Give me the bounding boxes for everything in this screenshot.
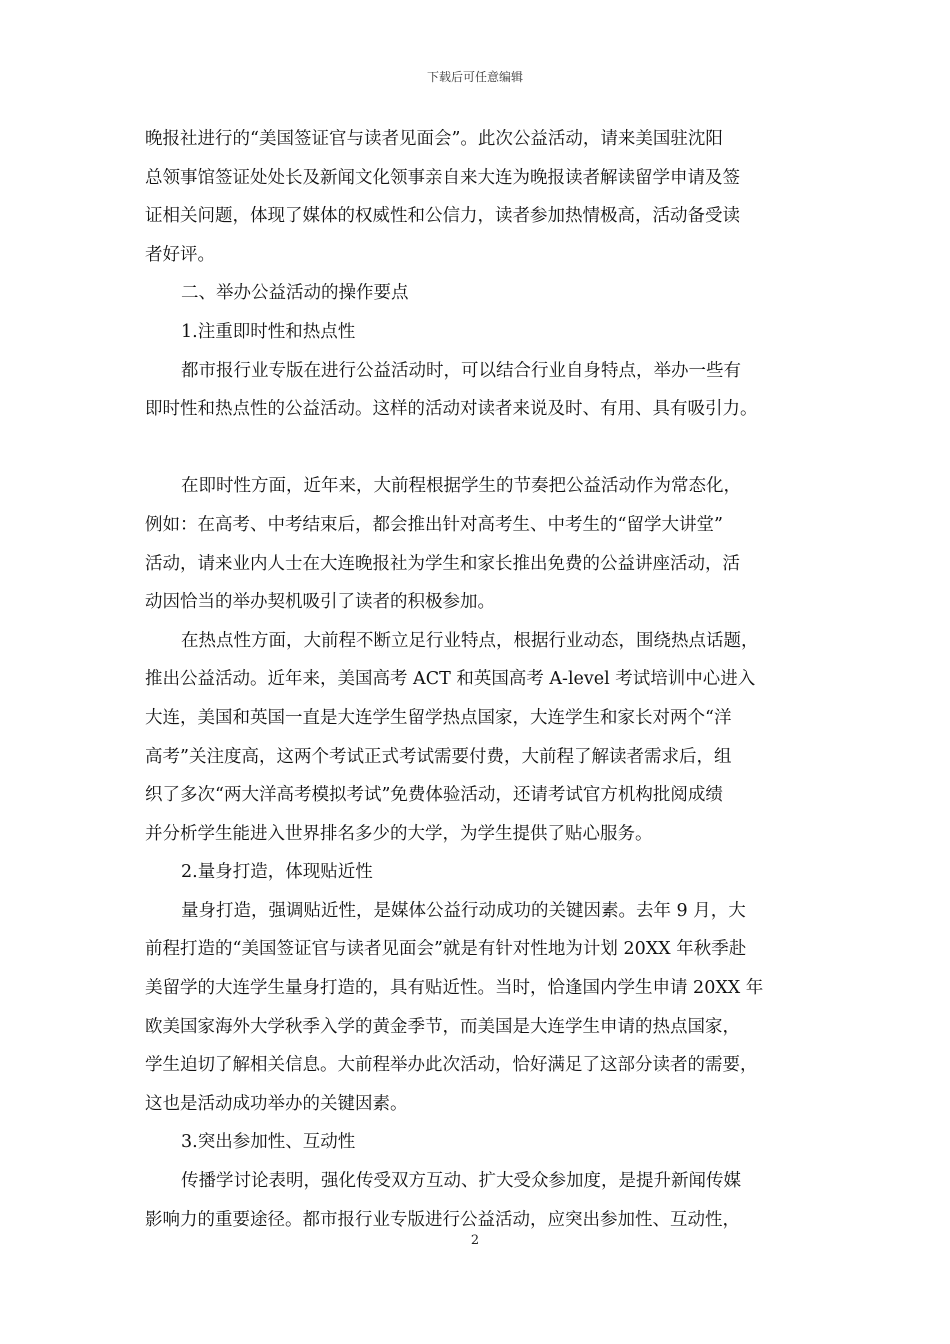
page-number: 2 xyxy=(470,1233,480,1248)
text-line: 例如：在高考、中考结束后，都会推出针对高考生、中考生的“留学大讲堂” xyxy=(145,514,723,535)
text-line: 前程打造的“美国签证官与读者见面会”就是有针对性地为计划 20XX 年秋季赴 xyxy=(145,939,747,960)
text-line: 活动，请来业内人士在大连晚报社为学生和家长推出免费的公益讲座活动，活 xyxy=(145,553,740,574)
text-line: 欧美国家海外大学秋季入学的黄金季节，而美国是大连学生申请的热点国家， xyxy=(145,1016,740,1037)
text-line: 并分析学生能进入世界排名多少的大学，为学生提供了贴心服务。 xyxy=(145,823,653,844)
text-line: 高考”关注度高，这两个考试正式考试需要付费，大前程了解读者需求后，组 xyxy=(145,746,732,767)
text-line: 美留学的大连学生量身打造的，具有贴近性。当时，恰逢国内学生申请 20XX 年 xyxy=(145,978,764,999)
text-line: 在热点性方面，大前程不断立足行业特点，根据行业动态，围绕热点话题， xyxy=(181,630,759,651)
text-line: 证相关问题，体现了媒体的权威性和公信力，读者参加热情极高，活动备受读 xyxy=(145,206,740,227)
text-line: 织了多次“两大洋高考模拟考试”免费体验活动，还请考试官方机构批阅成绩 xyxy=(145,785,723,806)
page-header: 下载后可任意编辑 xyxy=(426,70,523,84)
text-line: 传播学讨论表明，强化传受双方互动、扩大受众参加度，是提升新闻传媒 xyxy=(181,1171,741,1192)
text-line: 量身打造，强调贴近性，是媒体公益行动成功的关键因素。去年 9 月，大 xyxy=(181,900,746,921)
text-line: 即时性和热点性的公益活动。这样的活动对读者来说及时、有用、具有吸引力。 xyxy=(145,399,758,420)
text-line: 这也是活动成功举办的关键因素。 xyxy=(145,1093,408,1114)
document-body xyxy=(145,120,825,1239)
text-line: 者好评。 xyxy=(145,244,215,265)
text-line: 动因恰当的举办契机吸引了读者的积极参加。 xyxy=(145,592,495,613)
section-heading: 二、举办公益活动的操作要点 xyxy=(181,283,409,304)
text-line: 推出公益活动。近年来，美国高考 ACT 和英国高考 A-level 考试培训中心进入 xyxy=(145,669,756,690)
text-line: 都市报行业专版在进行公益活动时，可以结合行业自身特点，举办一些有 xyxy=(181,360,741,381)
text-line: 影响力的重要途径。都市报行业专版进行公益活动，应突出参加性、互动性， xyxy=(145,1209,740,1230)
text-line: 大连，美国和英国一直是大连学生留学热点国家，大连学生和家长对两个“洋 xyxy=(145,707,732,728)
subsection-heading: 2.量身打造，体现贴近性 xyxy=(181,862,373,883)
text-line: 总领事馆签证处处长及新闻文化领事亲自来大连为晚报读者解读留学申请及签 xyxy=(145,167,740,188)
subsection-heading: 3.突出参加性、互动性 xyxy=(181,1132,356,1153)
text-line: 学生迫切了解相关信息。大前程举办此次活动，恰好满足了这部分读者的需要， xyxy=(145,1055,758,1076)
paragraph-gap xyxy=(145,429,825,468)
text-line: 在即时性方面，近年来，大前程根据学生的节奏把公益活动作为常态化， xyxy=(181,476,741,497)
subsection-heading: 1.注重即时性和热点性 xyxy=(181,321,356,342)
text-line: 晚报社进行的“美国签证官与读者见面会”。此次公益活动，请来美国驻沈阳 xyxy=(145,129,723,149)
